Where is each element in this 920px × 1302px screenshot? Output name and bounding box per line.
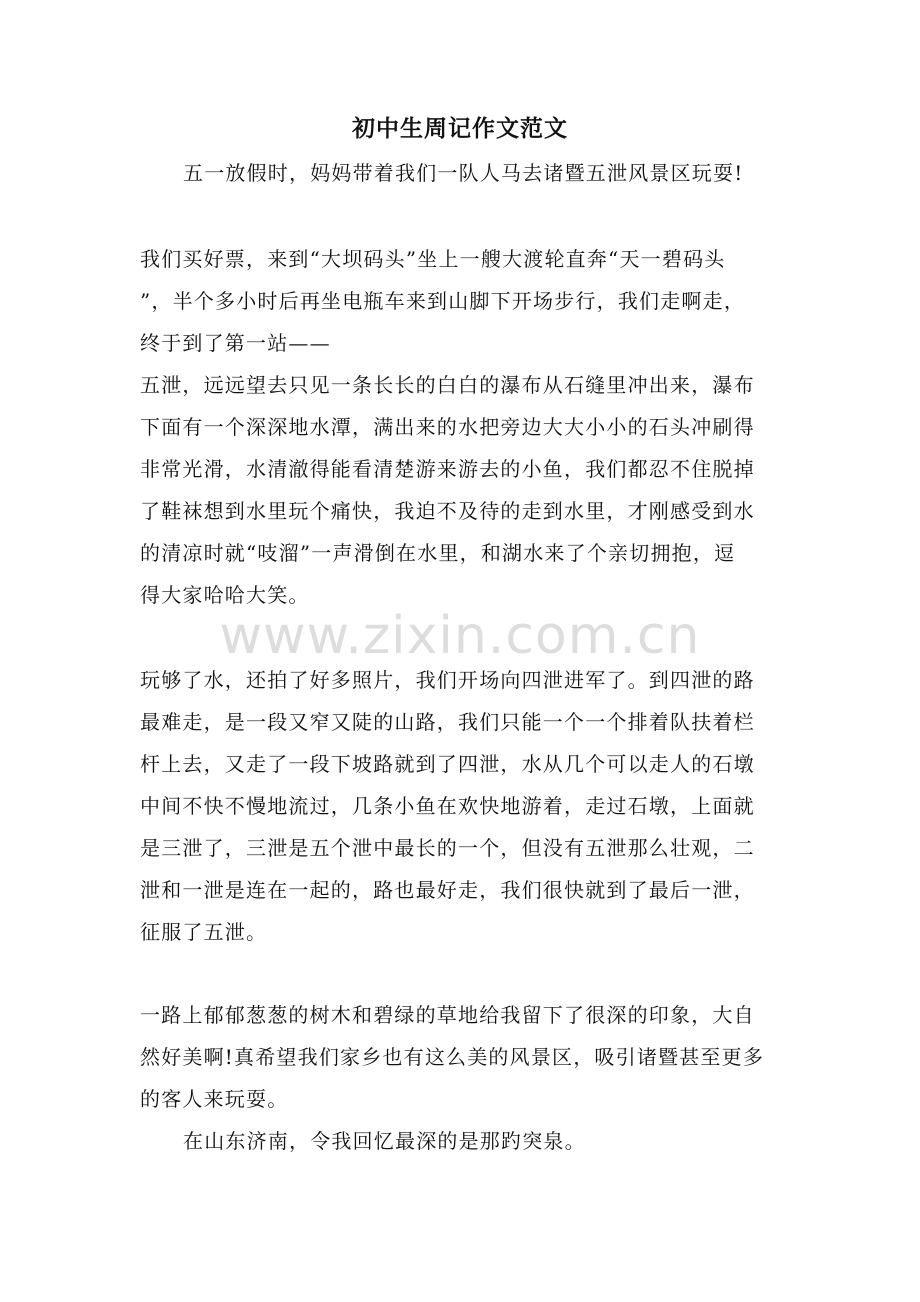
paragraph-line: 终于到了第一站—— — [140, 331, 331, 355]
paragraph-line: 征服了五泄。 — [140, 920, 268, 944]
paragraph-line: 我们买好票，来到“大坝码头”坐上一艘大渡轮直奔“天一碧码头 — [140, 247, 726, 271]
paragraph-line: 是三泄了，三泄是五个泄中最长的一个，但没有五泄那么壮观，二 — [140, 836, 755, 860]
paragraph-line: 五泄，远远望去只见一条长长的白白的瀑布从石缝里冲出来，瀑布 — [140, 373, 755, 397]
paragraph-line: 的清凉时就“吱溜”一声滑倒在水里，和湖水来了个亲切拥抱，逗 — [140, 541, 736, 565]
paragraph-line: 泄和一泄是连在一起的，路也最好走，我们很快就到了最后一泄， — [140, 878, 755, 902]
paragraph-line: 最难走，是一段又窄又陡的山路，我们只能一个一个排着队扶着栏 — [140, 710, 755, 734]
paragraph-line: 下面有一个深深地水潭，满出来的水把旁边大大小小的石头冲刷得 — [140, 415, 755, 439]
paragraph-line: 然好美啊!真希望我们家乡也有这么美的风景区，吸引诸暨甚至更多 — [140, 1045, 765, 1069]
watermark: www.zixin.com.cn — [219, 606, 701, 666]
paragraph-line: 了鞋袜想到水里玩个痛快，我迫不及待的走到水里，才刚感受到水 — [140, 499, 755, 523]
paragraph-line: 杆上去，又走了一段下坡路就到了四泄，水从几个可以走人的石墩 — [140, 752, 755, 776]
paragraph-line: 非常光滑，水清澈得能看清楚游来游去的小鱼，我们都忍不住脱掉 — [140, 457, 755, 481]
paragraph-line: 中间不快不慢地流过，几条小鱼在欢快地游着，走过石墩，上面就 — [140, 794, 755, 818]
intro-line: 五一放假时，妈妈带着我们一队人马去诸暨五泄风景区玩耍! — [183, 161, 744, 185]
page-title: 初中生周记作文范文 — [352, 115, 568, 142]
paragraph-line: 玩够了水，还拍了好多照片，我们开场向四泄进军了。到四泄的路 — [140, 668, 755, 692]
closing-line: 在山东济南，令我回忆最深的是那趵突泉。 — [183, 1129, 586, 1153]
paragraph-line: 得大家哈哈大笑。 — [140, 583, 310, 607]
paragraph-line: ”，半个多小时后再坐电瓶车来到山脚下开场步行，我们走啊走， — [140, 289, 746, 313]
paragraph-line: 的客人来玩耍。 — [140, 1087, 289, 1111]
paragraph-line: 一路上郁郁葱葱的树木和碧绿的草地给我留下了很深的印象，大自 — [140, 1003, 755, 1027]
